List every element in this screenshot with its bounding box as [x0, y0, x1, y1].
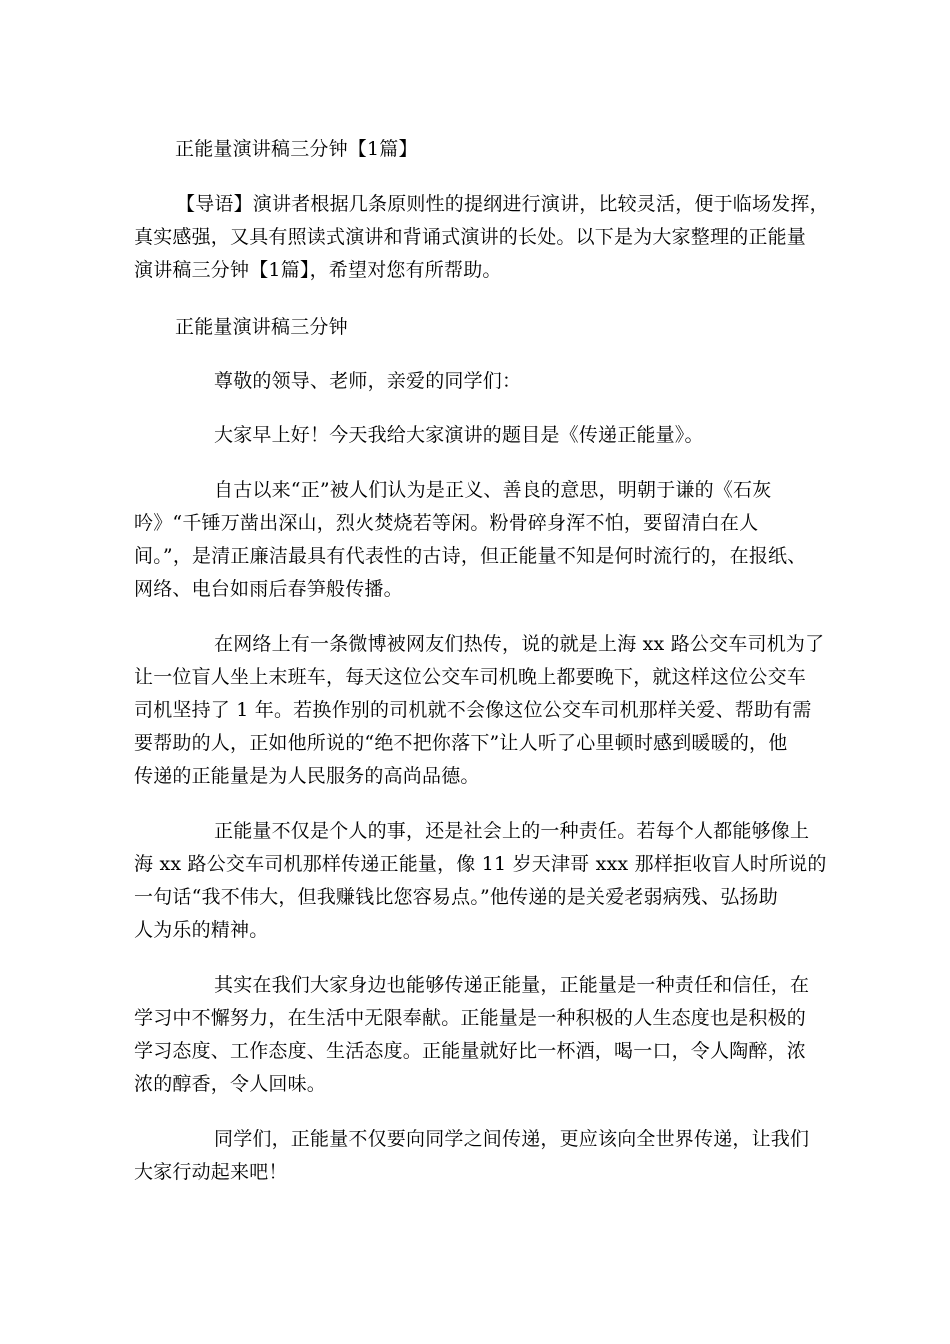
paragraph-line: 一句话“我不伟大，但我赚钱比您容易点。”他传递的是关爱老弱病残、弘扬助 — [134, 886, 778, 908]
paragraph-line: 让一位盲人坐上末班车，每天这位公交车司机晚上都要晚下，就这样这位公交车 — [134, 666, 807, 688]
paragraph-line: 自古以来“正”被人们认为是正义、善良的意思，明朝于谦的《石灰 — [214, 479, 772, 501]
paragraph-line: 海 xx 路公交车司机那样传递正能量，像 11 岁天津哥 xxx 那样拒收盲人时所说的 — [134, 853, 827, 875]
paragraph-line: 其实在我们大家身边也能够传递正能量，正能量是一种责任和信任，在 — [214, 974, 810, 996]
paragraph-line: 间。”，是清正廉洁最具有代表性的古诗，但正能量不知是何时流行的，在报纸、 — [134, 545, 807, 567]
paragraph-line: 正能量不仅是个人的事，还是社会上的一种责任。若每个人都能够像上 — [214, 820, 810, 842]
intro-line: 演讲稿三分钟【1篇】，希望对您有所帮助。 — [134, 259, 502, 281]
paragraph-line: 要帮助的人，正如他所说的“绝不把你落下”让人听了心里顿时感到暖暖的，他 — [134, 732, 788, 754]
paragraph-line: 司机坚持了 1 年。若换作别的司机就不会像这位公交车司机那样关爱、帮助有需 — [134, 699, 812, 721]
paragraph-line: 人为乐的精神。 — [134, 919, 269, 941]
paragraph-line: 同学们，正能量不仅要向同学之间传递，更应该向全世界传递，让我们 — [214, 1128, 810, 1150]
section-subtitle: 正能量演讲稿三分钟 — [175, 316, 348, 338]
greeting: 大家早上好！今天我给大家演讲的题目是《传递正能量》。 — [214, 424, 704, 446]
paragraph-line: 网络、电台如雨后春笋般传播。 — [134, 578, 403, 600]
document-title: 正能量演讲稿三分钟【1篇】 — [175, 138, 418, 160]
intro-line: 真实感强，又具有照读式演讲和背诵式演讲的长处。以下是为大家整理的正能量 — [134, 226, 807, 248]
paragraph-line: 在网络上有一条微博被网友们热传，说的就是上海 xx 路公交车司机为了 — [214, 633, 825, 655]
paragraph-line: 学习中不懈努力，在生活中无限奉献。正能量是一种积极的人生态度也是积极的 — [134, 1007, 807, 1029]
paragraph-line: 浓的醇香，令人回味。 — [134, 1073, 327, 1095]
paragraph-line: 吟》“千锤万凿出深山，烈火焚烧若等闲。粉骨碎身浑不怕，要留清白在人 — [134, 512, 759, 534]
paragraph-line: 学习态度、工作态度、生活态度。正能量就好比一杯酒，喝一口，令人陶醉，浓 — [134, 1040, 807, 1062]
paragraph-line: 大家行动起来吧！ — [134, 1161, 288, 1183]
intro-line: 【导语】演讲者根据几条原则性的提纲进行演讲，比较灵活，便于临场发挥， — [176, 193, 829, 215]
salutation: 尊敬的领导、老师，亲爱的同学们： — [214, 370, 522, 392]
paragraph-line: 传递的正能量是为人民服务的高尚品德。 — [134, 765, 480, 787]
